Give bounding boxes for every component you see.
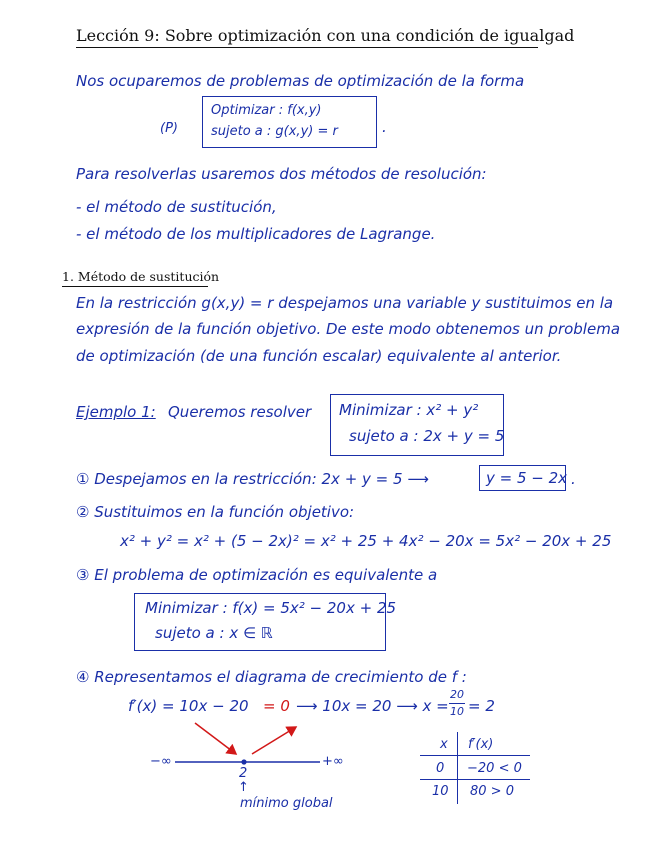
section-p1: En la restricción g(x,y) = r despejamos una variable y sustituimos en la bbox=[76, 294, 614, 312]
methods-item1: - el método de sustitución, bbox=[76, 198, 277, 216]
table-row-rule bbox=[420, 779, 530, 780]
methods-intro: Para resolverlas usaremos dos métodos de resolución: bbox=[76, 165, 487, 183]
minus-infinity: −∞ bbox=[150, 754, 172, 769]
critical-point-label: 2 bbox=[239, 766, 248, 781]
table-row-x: 0 bbox=[436, 761, 445, 776]
step2-text: ② Sustituimos en la función objetivo: bbox=[76, 503, 355, 521]
step2-equation: x² + y² = x² + (5 − 2x)² = x² + 25 + 4x² − 20x = 5x² − 20x + 25 bbox=[120, 532, 612, 550]
methods-item2: - el método de los multiplicadores de Lagrange. bbox=[76, 225, 436, 243]
step1-box-text: y = 5 − 2x bbox=[486, 469, 568, 487]
example-text: Queremos resolver bbox=[168, 403, 312, 421]
step3-box-line2: sujeto a : x ∈ ℝ bbox=[155, 624, 273, 642]
intro-line: Nos ocuparemos de problemas de optimización de la forma bbox=[76, 72, 525, 90]
section-heading: 1. Método de sustitución bbox=[62, 269, 220, 284]
example-box-line2: sujeto a : 2x + y = 5 bbox=[349, 427, 505, 445]
increasing-arrow bbox=[252, 727, 296, 754]
minimum-point bbox=[241, 759, 246, 764]
step1-dot: . bbox=[571, 470, 576, 488]
step1-text: ① Despejamos en la restricción: 2x + y = 5 ⟶ bbox=[76, 470, 429, 488]
problem-dot: . bbox=[382, 118, 387, 136]
table-header-rule bbox=[420, 755, 530, 756]
step4-frac-num: 20 bbox=[450, 688, 464, 701]
step4-frac-den: 10 bbox=[450, 705, 464, 718]
section-p3: de optimización (de una función escalar) equivalente al anterior. bbox=[76, 347, 562, 365]
up-arrow: ↑ bbox=[238, 780, 249, 795]
table-row-x: 10 bbox=[432, 784, 449, 799]
step3-text: ③ El problema de optimización es equivalente a bbox=[76, 566, 438, 584]
step4-eq-c: = 2 bbox=[468, 697, 495, 715]
minimum-caption: mínimo global bbox=[240, 796, 333, 811]
step4-eq-b: ⟶ 10x = 20 ⟶ x = bbox=[296, 697, 449, 715]
problem-box-line1: Optimizar : f(x,y) bbox=[211, 103, 322, 118]
problem-box-line2: sujeto a : g(x,y) = r bbox=[211, 124, 338, 139]
step3-box-line1: Minimizar : f(x) = 5x² − 20x + 25 bbox=[145, 599, 397, 617]
step4-text: ④ Representamos el diagrama de crecimiento de f : bbox=[76, 668, 467, 686]
problem-label: (P) bbox=[160, 121, 178, 136]
table-row-fp: 80 > 0 bbox=[470, 784, 514, 799]
step4-eq-red: = 0 bbox=[263, 697, 290, 715]
table-column-rule bbox=[457, 732, 458, 804]
example-label: Ejemplo 1: bbox=[76, 403, 156, 421]
table-header-x: x bbox=[440, 737, 448, 752]
step4-eq-a: f′(x) = 10x − 20 bbox=[128, 697, 249, 715]
section-p2: expresión de la función objetivo. De este modo obtenemos un problema bbox=[76, 320, 621, 338]
decreasing-arrow bbox=[195, 723, 236, 754]
plus-infinity: +∞ bbox=[322, 754, 344, 769]
example-box-line1: Minimizar : x² + y² bbox=[339, 401, 479, 419]
table-row-fp: −20 < 0 bbox=[467, 761, 522, 776]
page-title: Lección 9: Sobre optimización con una condición de igualgad bbox=[76, 26, 575, 45]
table-header-fp: f′(x) bbox=[468, 737, 494, 752]
